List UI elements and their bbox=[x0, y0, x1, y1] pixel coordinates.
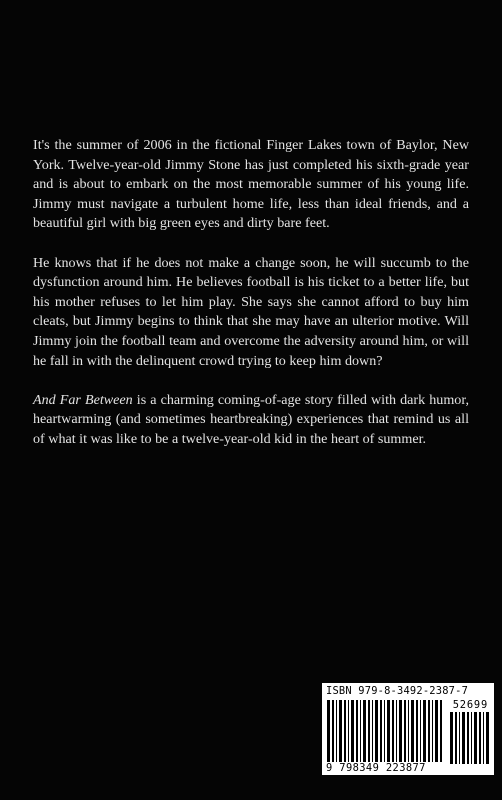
price-code: 52699 bbox=[452, 699, 488, 711]
barcode-bar bbox=[411, 700, 414, 762]
barcode-bar bbox=[399, 700, 402, 762]
barcode-bar bbox=[440, 700, 442, 762]
barcode-bar bbox=[432, 700, 433, 762]
barcode-bar bbox=[339, 700, 342, 762]
barcode-bar bbox=[368, 700, 370, 762]
barcode-bar bbox=[486, 712, 489, 764]
barcode-bar bbox=[471, 712, 472, 764]
barcode-bar bbox=[420, 700, 421, 762]
book-title: And Far Between bbox=[33, 391, 133, 408]
barcode-bar bbox=[384, 700, 385, 762]
barcode-bar bbox=[479, 712, 481, 764]
barcode-bar bbox=[336, 700, 337, 762]
barcode-bar bbox=[344, 700, 346, 762]
barcode-bar bbox=[392, 700, 394, 762]
addon-barcode-bars bbox=[449, 712, 491, 764]
barcode-bar bbox=[387, 700, 390, 762]
barcode-bar bbox=[467, 712, 469, 764]
barcode-bar bbox=[428, 700, 430, 762]
isbn-label: ISBN 979-8-3492-2387-7 bbox=[326, 685, 469, 697]
ean-digits: 9 798349 223877 bbox=[326, 762, 426, 774]
barcode-bar bbox=[363, 700, 366, 762]
barcode-bar bbox=[348, 700, 349, 762]
barcode-bar bbox=[356, 700, 358, 762]
barcode-bar bbox=[450, 712, 453, 764]
ean-barcode-bars bbox=[326, 700, 445, 762]
barcode-bar bbox=[483, 712, 484, 764]
barcode-bar bbox=[332, 700, 334, 762]
barcode-bar bbox=[455, 712, 457, 764]
barcode-bar bbox=[404, 700, 406, 762]
barcode-bar bbox=[408, 700, 409, 762]
barcode-bar bbox=[459, 712, 460, 764]
blurb bbox=[33, 136, 469, 469]
barcode-bar bbox=[327, 700, 330, 762]
barcode-bar bbox=[435, 700, 438, 762]
blurb-paragraph-2: He knows that if he does not make a change soon, he will succumb to the dysfunction around him. He believes football is his ticket to a better life, but his mother refuses to let him play. She says she cannot afford to buy him cleats, but Jimmy begins to think that she may have an ulterior motive. Will Jimmy join the football team and overcome the adversity around him, or will he fall in with the delinquent crowd trying to keep him down? bbox=[33, 254, 469, 369]
barcode bbox=[322, 683, 494, 775]
barcode-bar bbox=[416, 700, 418, 762]
barcode-bar bbox=[380, 700, 382, 762]
barcode-bar bbox=[360, 700, 361, 762]
barcode-bar bbox=[396, 700, 397, 762]
blurb-paragraph-1: It's the summer of 2006 in the fictional Finger Lakes town of Baylor, New York. Twelve-year-old Jimmy Stone has just completed his sixth-grade year and is about to embark on the most memorable summer of his young life. Jimmy must navigate a turbulent home life, less than ideal friends, and a beautiful girl with big green eyes and dirty bare feet. bbox=[33, 137, 469, 232]
barcode-bar bbox=[474, 712, 477, 764]
barcode-bar bbox=[423, 700, 426, 762]
blurb-paragraph-3 bbox=[33, 391, 469, 450]
blurb-paragraph-3-text: is a charming coming-of-age story filled with dark humor, heartwarming (and sometimes heartbreaking) experiences that remind us all of what it was like to be a twelve-year-old kid in the heart of summer. bbox=[33, 391, 469, 447]
barcode-bar bbox=[462, 712, 465, 764]
barcode-bar bbox=[375, 700, 378, 762]
barcode-bar bbox=[351, 700, 354, 762]
barcode-bar bbox=[372, 700, 373, 762]
